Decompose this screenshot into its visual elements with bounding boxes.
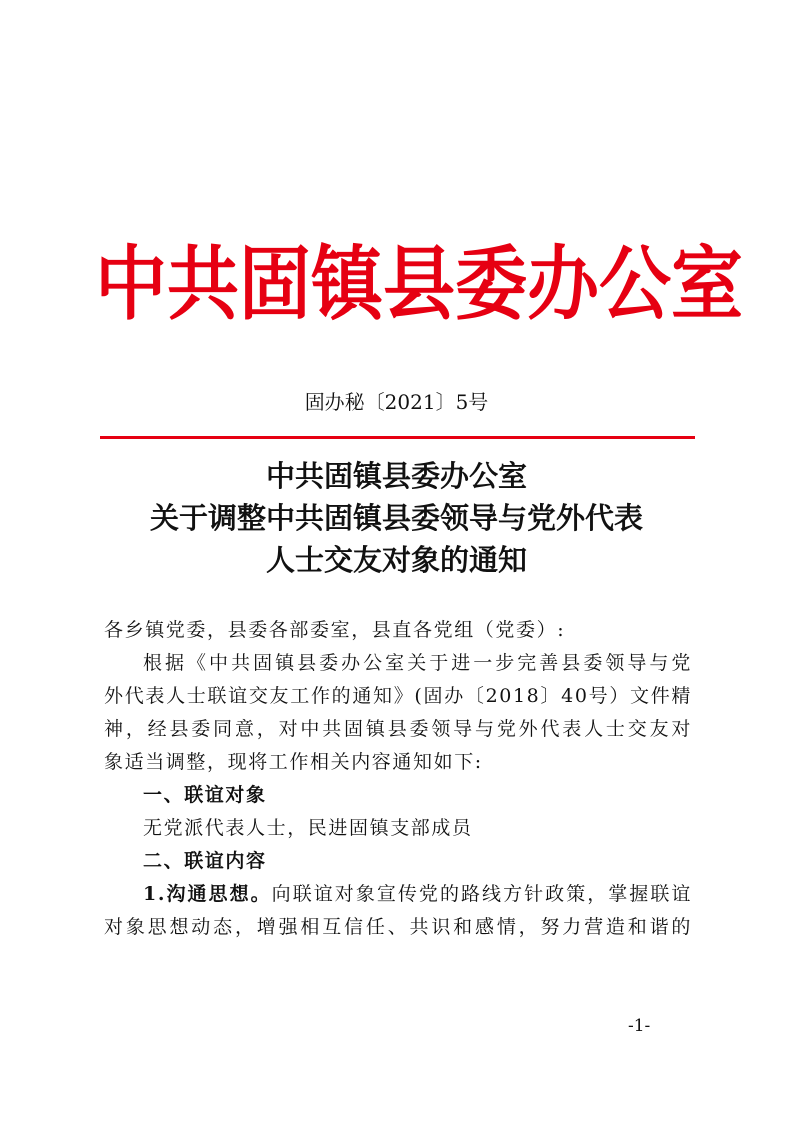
red-header-office-name: 中共固镇县委办公室 — [95, 236, 744, 332]
paragraph-1-line-1: 根据《中共固镇县委办公室关于进一步完善县委领导与党 — [143, 652, 692, 674]
paragraph-1-line-3: 神，经县委同意，对中共固镇县委领导与党外代表人士交友对 — [104, 718, 692, 740]
section-2-heading: 二、联谊内容 — [143, 850, 267, 872]
paragraph-1-line-2: 外代表人士联谊交友工作的通知》(固办〔2018〕40号）文件精 — [104, 685, 692, 707]
paragraph-1-line-4: 象适当调整，现将工作相关内容通知如下: — [104, 751, 483, 773]
section-1-text: 无党派代表人士，民进固镇支部成员 — [143, 817, 473, 839]
item-1-lead: 1.沟通思想。 — [143, 883, 272, 905]
red-divider-line — [100, 436, 695, 439]
title-line-2: 关于调整中共固镇县委领导与党外代表 — [149, 501, 643, 535]
document-title — [80, 455, 713, 581]
document-number: 固办秘〔2021〕5号 — [304, 390, 489, 414]
document-body — [104, 614, 692, 944]
salutation: 各乡镇党委，县委各部委室，县直各党组（党委）: — [104, 619, 566, 641]
section-1-heading: 一、联谊对象 — [143, 784, 267, 806]
page-number: -1- — [628, 1016, 651, 1036]
item-1-line-1-text: 向联谊对象宣传党的路线方针政策，掌握联谊 — [271, 883, 692, 905]
title-line-3: 人士交友对象的通知 — [265, 543, 527, 577]
item-1-line-2: 对象思想动态，增强相互信任、共识和感情，努力营造和谐的 — [104, 916, 692, 938]
item-1-line-1 — [104, 878, 692, 911]
title-line-1: 中共固镇县委办公室 — [265, 459, 527, 493]
